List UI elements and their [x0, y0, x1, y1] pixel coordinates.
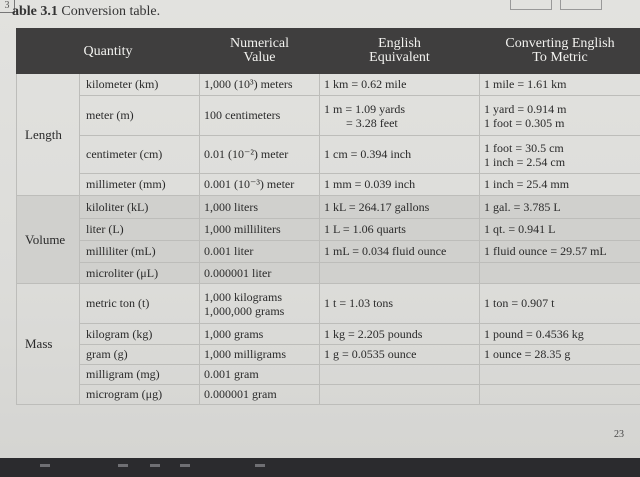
table-row: [17, 345, 640, 365]
table-row: [17, 365, 640, 385]
english-cell: 1 cm = 0.394 inch: [320, 136, 480, 174]
metric-cell: 1 foot = 30.5 cm 1 inch = 2.54 cm: [480, 136, 640, 174]
value-cell: 0.000001 gram: [200, 385, 320, 405]
group-volume: Volume: [17, 196, 80, 284]
english-cell: 1 L = 1.06 quarts: [320, 219, 480, 241]
unit-cell: microliter (μL): [80, 263, 200, 284]
table-caption: [12, 4, 160, 20]
metric-cell: 1 gal. = 3.785 L: [480, 196, 640, 219]
english-cell: 1 mL = 0.034 fluid ounce: [320, 241, 480, 263]
value-cell: 0.000001 liter: [200, 263, 320, 284]
table-row: [17, 96, 640, 136]
english-cell: 1 km = 0.62 mile: [320, 74, 480, 96]
metric-cell: 1 yard = 0.914 m 1 foot = 0.305 m: [480, 96, 640, 136]
metric-cell: [480, 365, 640, 385]
english-cell: [320, 385, 480, 405]
value-cell: 1,000 (10³) meters: [200, 74, 320, 96]
metric-cell: 1 fluid ounce = 29.57 mL: [480, 241, 640, 263]
unit-cell: kiloliter (kL): [80, 196, 200, 219]
table-row: [17, 196, 640, 219]
metric-cell: 1 pound = 0.4536 kg: [480, 324, 640, 345]
table-row: [17, 74, 640, 96]
unit-cell: milliliter (mL): [80, 241, 200, 263]
value-cell: 0.001 liter: [200, 241, 320, 263]
english-cell: 1 m = 1.09 yards = 3.28 feet: [320, 96, 480, 136]
value-cell: 1,000 liters: [200, 196, 320, 219]
table-row: [17, 241, 640, 263]
unit-cell: meter (m): [80, 96, 200, 136]
metric-cell: [480, 385, 640, 405]
dark-bottom-strip: [0, 458, 640, 477]
english-cell: 1 t = 1.03 tons: [320, 284, 480, 324]
unit-cell: millimeter (mm): [80, 174, 200, 196]
table-row: [17, 219, 640, 241]
unit-cell: kilogram (kg): [80, 324, 200, 345]
corner-mark: 3: [0, 0, 15, 13]
metric-cell: 1 qt. = 0.941 L: [480, 219, 640, 241]
table-row: [17, 284, 640, 324]
top-edge-marks: [500, 0, 640, 10]
group-mass: Mass: [17, 284, 80, 405]
table-row: [17, 324, 640, 345]
metric-cell: 1 ounce = 28.35 g: [480, 345, 640, 365]
value-cell: 1,000 grams: [200, 324, 320, 345]
unit-cell: liter (L): [80, 219, 200, 241]
english-cell: 1 kL = 264.17 gallons: [320, 196, 480, 219]
metric-cell: 1 ton = 0.907 t: [480, 284, 640, 324]
english-cell: 1 kg = 2.205 pounds: [320, 324, 480, 345]
unit-cell: microgram (μg): [80, 385, 200, 405]
value-cell: 1,000 milligrams: [200, 345, 320, 365]
header-english-equivalent: English Equivalent: [320, 29, 480, 74]
value-cell: 1,000 milliliters: [200, 219, 320, 241]
unit-cell: metric ton (t): [80, 284, 200, 324]
group-length: Length: [17, 74, 80, 196]
unit-cell: kilometer (km): [80, 74, 200, 96]
table-row: [17, 263, 640, 284]
page-number: 23: [614, 429, 624, 440]
table-row: [17, 385, 640, 405]
metric-cell: [480, 263, 640, 284]
caption-label: able 3.1: [12, 4, 58, 19]
english-cell: 1 mm = 0.039 inch: [320, 174, 480, 196]
header-quantity: Quantity: [17, 29, 200, 74]
value-cell: 100 centimeters: [200, 96, 320, 136]
metric-cell: 1 inch = 25.4 mm: [480, 174, 640, 196]
header-row: [17, 29, 640, 74]
value-cell: 0.001 gram: [200, 365, 320, 385]
value-cell: 0.01 (10⁻²) meter: [200, 136, 320, 174]
caption-title: Conversion table.: [61, 4, 161, 19]
table-row: [17, 174, 640, 196]
metric-cell: 1 mile = 1.61 km: [480, 74, 640, 96]
unit-cell: centimeter (cm): [80, 136, 200, 174]
table-row: [17, 136, 640, 174]
conversion-table: [16, 28, 640, 405]
unit-cell: gram (g): [80, 345, 200, 365]
value-cell: 0.001 (10⁻³) meter: [200, 174, 320, 196]
english-cell: [320, 263, 480, 284]
english-cell: [320, 365, 480, 385]
unit-cell: milligram (mg): [80, 365, 200, 385]
value-cell: 1,000 kilograms 1,000,000 grams: [200, 284, 320, 324]
english-cell: 1 g = 0.0535 ounce: [320, 345, 480, 365]
header-numerical-value: Numerical Value: [200, 29, 320, 74]
header-converting: Converting English To Metric: [480, 29, 640, 74]
